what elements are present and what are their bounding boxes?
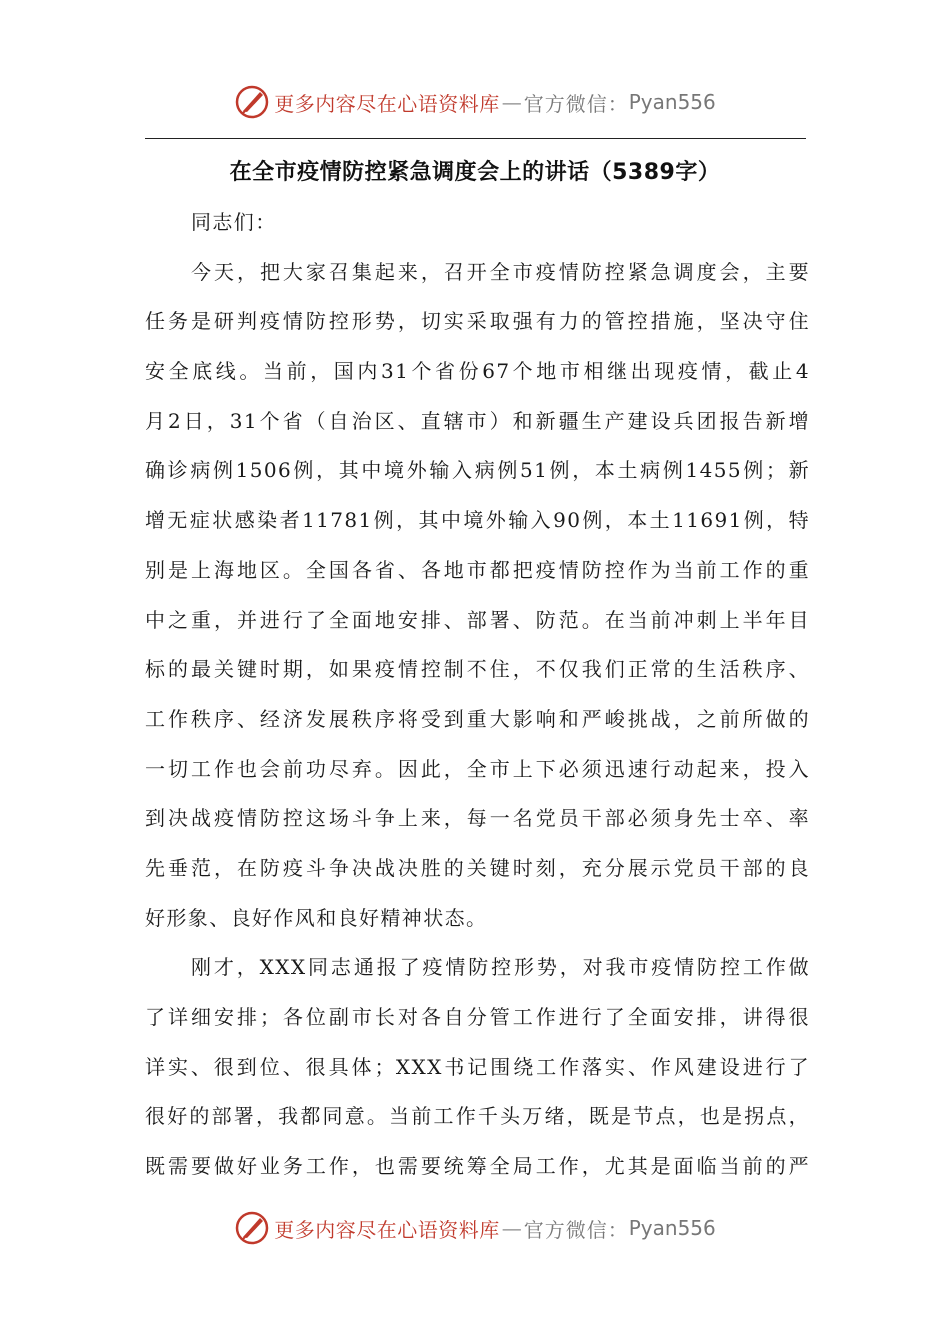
body-line: 安全底线。当前，国内31个省份67个地市相继出现疫情，截止4 <box>145 359 810 384</box>
body-line: 中之重，并进行了全面地安排、部署、防范。在当前冲刺上半年目 <box>145 607 810 632</box>
body-line: 好形象、良好作风和良好精神状态。 <box>145 905 488 930</box>
body-line: 确诊病例1506例，其中境外输入病例51例，本土病例1455例；新 <box>145 458 810 483</box>
footer-separator: — <box>501 1216 522 1240</box>
body-line: 刚才，XXX同志通报了疫情防控形势，对我市疫情防控工作做 <box>191 955 810 980</box>
document-title: 在全市疫情防控紧急调度会上的讲话（5389字） <box>229 160 721 185</box>
header-banner <box>0 82 950 122</box>
header-wechat-label: 官方微信： <box>523 91 629 116</box>
quill-logo-icon <box>234 84 270 120</box>
header-separator: — <box>501 90 522 114</box>
body-line: 先垂范，在防疫斗争决战决胜的关键时刻，充分展示党员干部的良 <box>145 855 810 880</box>
header-site-text: 更多内容尽在心语资料库 <box>274 91 500 116</box>
quill-logo-icon <box>234 1210 270 1246</box>
body-line: 标的最关键时期，如果疫情控制不住，不仅我们正常的生活秩序、 <box>145 657 810 682</box>
footer-site-text: 更多内容尽在心语资料库 <box>274 1217 500 1242</box>
document-body <box>145 203 810 1197</box>
body-line: 一切工作也会前功尽弃。因此，全市上下必须迅速行动起来，投入 <box>145 756 810 781</box>
body-line: 到决战疫情防控这场斗争上来，每一名党员干部必须身先士卒、率 <box>145 806 810 831</box>
footer-wechat-id: Pyan556 <box>628 1216 716 1240</box>
body-line: 了详细安排；各位副市长对各自分管工作进行了全面安排，讲得很 <box>145 1005 810 1029</box>
body-line: 详实、很到位、很具体；XXX书记围绕工作落实、作风建设进行了 <box>145 1054 810 1079</box>
body-line: 很好的部署，我都同意。当前工作千头万绪，既是节点，也是拐点， <box>145 1104 810 1129</box>
header-wechat-id: Pyan556 <box>628 90 716 114</box>
body-line: 同志们： <box>191 210 277 234</box>
footer-banner <box>0 1208 950 1248</box>
body-line: 任务是研判疫情防控形势，切实采取强有力的管控措施，坚决守住 <box>145 309 810 334</box>
body-line: 月2日，31个省（自治区、直辖市）和新疆生产建设兵团报告新增 <box>145 408 810 433</box>
footer-wechat-label: 官方微信： <box>523 1217 629 1242</box>
body-line: 既需要做好业务工作，也需要统筹全局工作，尤其是面临当前的严 <box>145 1154 810 1179</box>
body-line: 今天，把大家召集起来，召开全市疫情防控紧急调度会，主要 <box>191 259 810 284</box>
body-line: 增无症状感染者11781例，其中境外输入90例，本土11691例，特 <box>145 508 810 533</box>
body-line: 别是上海地区。全国各省、各地市都把疫情防控作为当前工作的重 <box>145 557 810 582</box>
body-line: 工作秩序、经济发展秩序将受到重大影响和严峻挑战，之前所做的 <box>145 706 810 731</box>
header-divider <box>145 138 806 139</box>
